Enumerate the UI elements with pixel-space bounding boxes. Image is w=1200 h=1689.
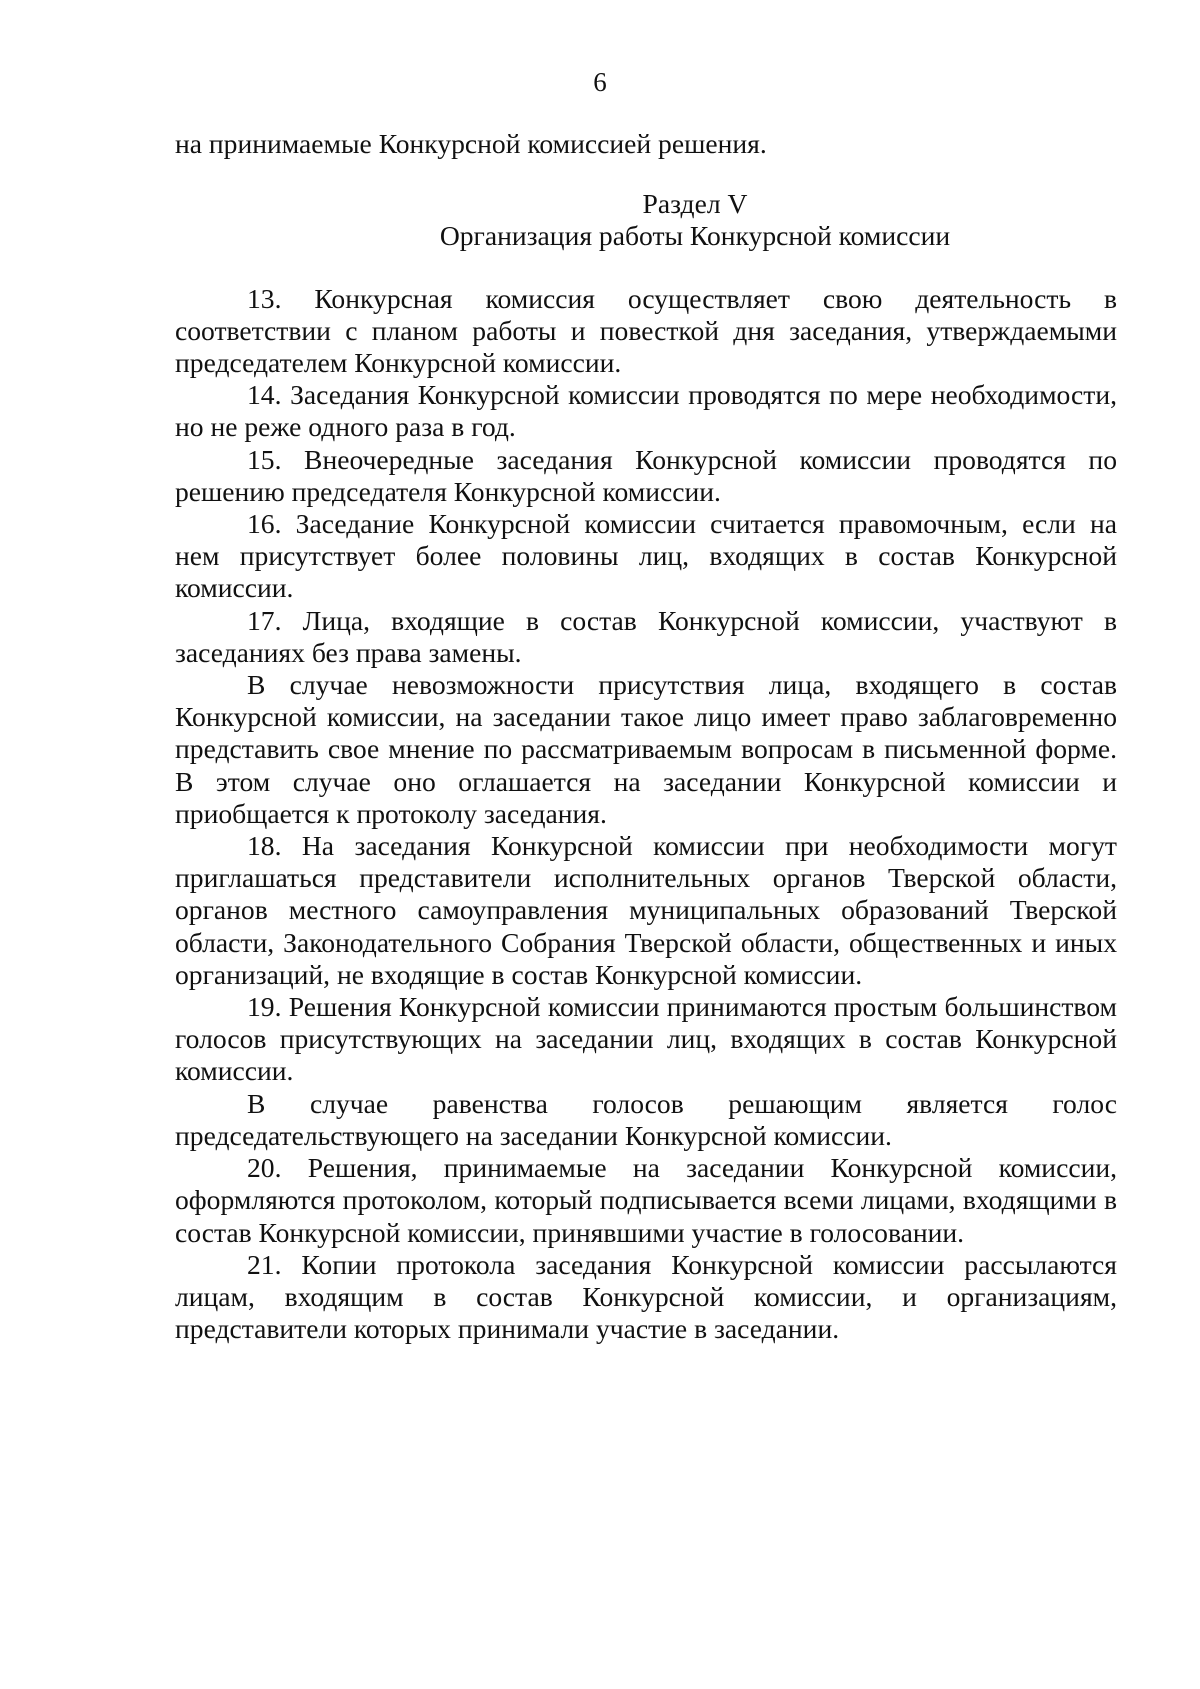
paragraph-15: 15. Внеочередные заседания Конкурсной комиссии проводятся по решению председателя Конкурсной комиссии. — [175, 443, 1117, 507]
paragraph-21: 21. Копии протокола заседания Конкурсной комиссии рассылаются лицам, входящим в состав Конкурсной комиссии, и организациям, представители которых принимали участие в заседании. — [175, 1248, 1117, 1345]
carryover-paragraph: на принимаемые Конкурсной комиссией решения. — [175, 128, 767, 159]
section-subtitle: Организация работы Конкурсной комиссии — [439, 220, 951, 252]
paragraph-18: 18. На заседания Конкурсной комиссии при необходимости могут приглашаться представители исполнительных органов Тверской области, органов местного самоуправления муниципальных образований Тверской области, Законодательного Собрания Тверской области, общественных и иных организаций, не входящие в состав Конкурсной комиссии. — [175, 830, 1117, 990]
paragraph-13: 13. Конкурсная комиссия осуществляет свою деятельность в соответствии с планом работы и повесткой дня заседания, утверждаемыми председателем Конкурсной комиссии. — [175, 282, 1117, 379]
paragraph-17-absence: В случае невозможности присутствия лица, входящего в состав Конкурсной комиссии, на заседании такое лицо имеет право заблаговременно представить свое мнение по рассматриваемым вопросам в письменной форме. В этом случае оно оглашается на заседании Конкурсной комиссии и приобщается к протоколу заседания. — [175, 669, 1117, 829]
paragraph-16: 16. Заседание Конкурсной комиссии считается правомочным, если на нем присутствует более половины лиц, входящих в состав Конкурсной комиссии. — [175, 508, 1117, 604]
paragraph-20: 20. Решения, принимаемые на заседании Конкурсной комиссии, оформляются протоколом, который подписывается всеми лицами, входящими в состав Конкурсной комиссии, принявшими участие в голосовании. — [175, 1152, 1117, 1248]
page-number: 6 — [593, 67, 607, 97]
paragraph-19-tie: В случае равенства голосов решающим является голос председательствующего на заседании Конкурсной комиссии. — [175, 1087, 1117, 1151]
section-heading — [175, 188, 1117, 252]
paragraph-17: 17. Лица, входящие в состав Конкурсной комиссии, участвуют в заседаниях без права замены. — [175, 604, 1117, 668]
document-body — [175, 128, 1117, 1345]
paragraph-14: 14. Заседания Конкурсной комиссии проводятся по мере необходимости, но не реже одного раза в год. — [175, 379, 1117, 443]
section-title: Раздел V — [642, 188, 748, 220]
paragraph-19: 19. Решения Конкурсной комиссии принимаются простым большинством голосов присутствующих на заседании лиц, входящих в состав Конкурсной комиссии. — [175, 991, 1117, 1087]
